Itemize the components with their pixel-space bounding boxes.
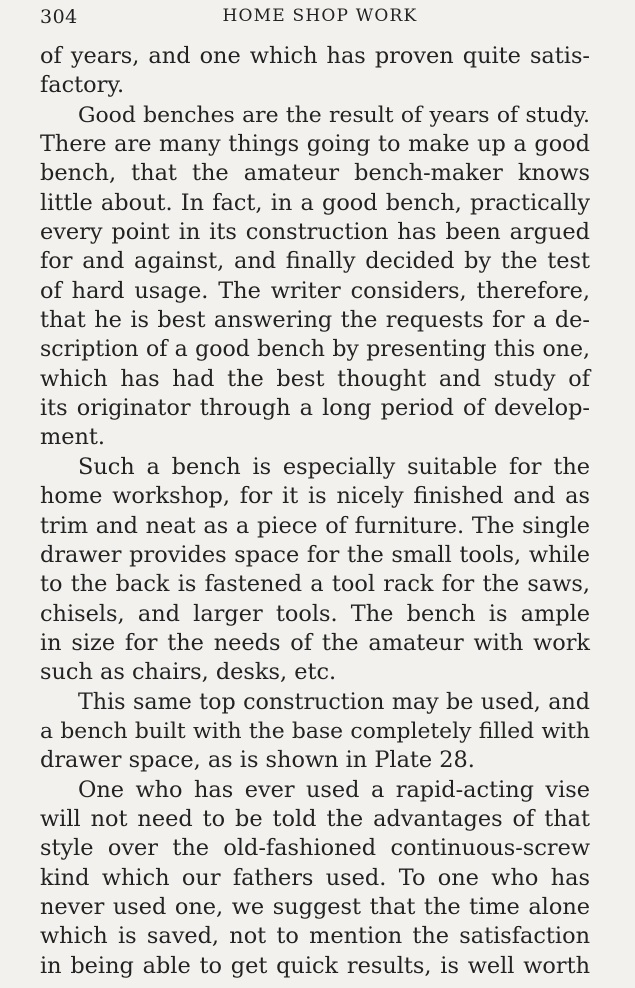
text-line: a bench built with the base completely filled with <box>40 718 590 744</box>
body-text <box>40 42 590 981</box>
text-line: kind which our fathers used. To one who has <box>40 864 590 891</box>
text-line: that he is best answering the requests for a de- <box>40 307 590 334</box>
text-line: Good benches are the result of years of study. <box>78 102 590 128</box>
text-line: little about. In fact, in a good bench, practically <box>40 189 590 216</box>
text-line: There are many things going to make up a good <box>40 131 590 158</box>
running-title: HOME SHOP WORK <box>222 6 418 26</box>
text-line: of hard usage. The writer considers, therefore, <box>40 277 590 304</box>
text-line: such as chairs, desks, etc. <box>40 659 337 686</box>
text-line: every point in its construction has been argued <box>40 219 590 246</box>
text-line: This same top construction may be used, and <box>78 688 590 715</box>
text-line: style over the old-fashioned continuous-screw <box>40 835 590 862</box>
text-line: which has had the best thought and study of <box>40 365 590 392</box>
text-line: never used one, we suggest that the time alone <box>40 893 590 920</box>
text-line: which is saved, not to mention the satisfaction <box>40 923 590 950</box>
text-line: for and against, and finally decided by the test <box>40 248 590 275</box>
text-line: bench, that the amateur bench-maker knows <box>40 160 590 187</box>
text-line: will not need to be told the advantages of that <box>40 805 590 832</box>
text-line: home workshop, for it is nicely finished and as <box>40 483 590 510</box>
text-line: in being able to get quick results, is well worth <box>40 952 590 979</box>
text-line: drawer provides space for the small tools, while <box>40 541 590 568</box>
text-line: trim and neat as a piece of furniture. The single <box>40 512 590 539</box>
text-line: scription of a good bench by presenting this one, <box>40 337 590 363</box>
text-line: of years, and one which has proven quite satis- <box>40 43 590 69</box>
text-line: ment. <box>40 424 106 451</box>
text-line: One who has ever used a rapid-acting vise <box>78 776 590 803</box>
text-line: in size for the needs of the amateur with work <box>40 629 590 656</box>
page-header <box>40 6 600 30</box>
text-line: chisels, and larger tools. The bench is ample <box>40 600 590 627</box>
text-line: its originator through a long period of develop- <box>40 395 590 422</box>
page-number: 304 <box>40 6 78 28</box>
text-line: Such a bench is especially suitable for the <box>78 453 590 480</box>
text-line: to the back is fastened a tool rack for the saws, <box>40 571 590 598</box>
text-line: drawer space, as is shown in Plate 28. <box>40 747 475 774</box>
text-line: factory. <box>40 72 125 99</box>
